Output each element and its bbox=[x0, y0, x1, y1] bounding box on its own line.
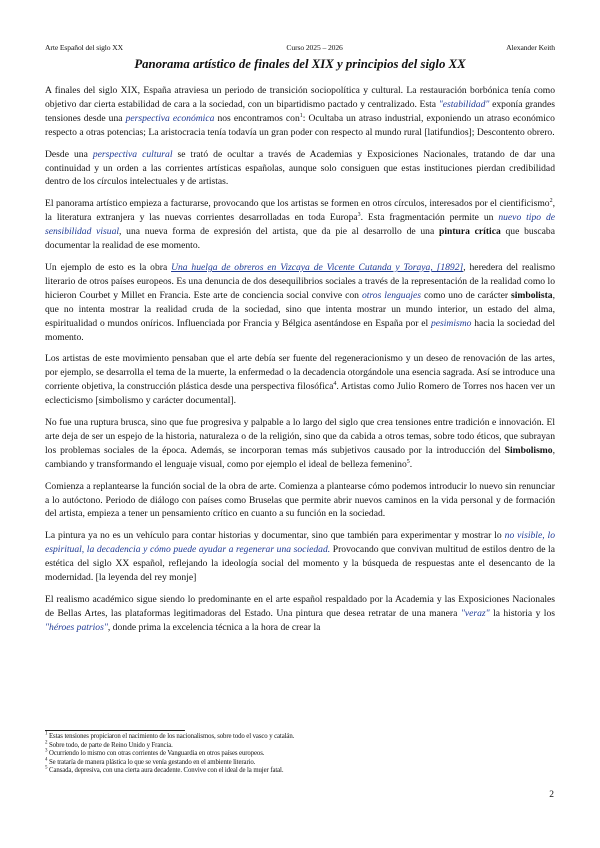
footnote-ref-5[interactable]: 5 bbox=[406, 458, 410, 465]
page-title: Panorama artístico de finales del XIX y principios del siglo XX bbox=[134, 57, 466, 71]
text-run: exponía grandes tensiones desde una bbox=[45, 98, 555, 124]
text-run: El realismo académico sigue siendo lo predominante en el arte español respaldado por la Academia y las Exposiciones Nacionales de Bellas Artes, las plataformas legitimadoras del Estado. Una pintura que desea retratar de una manera bbox=[45, 594, 555, 619]
footnote-number: 1 bbox=[45, 731, 48, 737]
page-number: 2 bbox=[549, 790, 554, 800]
paragraph-6 bbox=[45, 416, 555, 472]
italic-term: otros lenguajes bbox=[361, 289, 422, 301]
footnote-number: 3 bbox=[45, 748, 48, 754]
text-run: , la literatura extranjera y las nuevas corrientes desarrolladas en toda Europa bbox=[45, 198, 555, 224]
text-run: No fue una ruptura brusca, sino que fue progresiva y palpable a lo largo del siglo que crea tensiones entre tradición e innovación. El arte deja de ser un espejo de la historia, naturaleza o de la religión, sino que da cabida a otros temas, sobre todo éticos, que subrayan los problemas sociales de la época. Además, se incorporan temas más subjetivos causado por la introducción del bbox=[45, 417, 555, 456]
paragraph-3 bbox=[45, 197, 555, 253]
footnote-text: Estas tensiones propiciaron el nacimiento de los nacionalismos, sobre todo el vasco y catalán. bbox=[47, 733, 295, 740]
text-run: Los artistas de este movimiento pensaban que el arte debía ser fuente del regeneracionismo y un deseo de renovación de las artes, por ejemplo, se desarrolla el tema de la muerte, la enfermedad o la decadencia otorgándole una esencia sagrada. Así se introduce una corriente objetiva, la construcción plástica desde una perspectiva filosófica bbox=[45, 353, 555, 393]
italic-term: perspectiva económica bbox=[125, 112, 215, 124]
text-run: , que no intenta mostrar la realidad cruda de la sociedad, sino que intenta mostrar un mundo interior, un estado del alma, espiritualidad o mundos oníricos. Influenciada por Francia y Bélgica asentándose en España por el bbox=[45, 289, 555, 329]
italic-term: "veraz" bbox=[460, 607, 490, 619]
italic-term: perspectiva cultural bbox=[92, 148, 173, 160]
footnote-divider bbox=[45, 730, 185, 731]
text-run: La pintura ya no es un vehículo para contar historias y documentar, sino que también para experimentar y mostrar lo bbox=[45, 530, 505, 542]
text-run: A finales del siglo XIX, España atraviesa un periodo de transición sociopolítica y cultural. La restauración borbónica tenía como objetivo dar cierta estabilidad de cara a la sociedad, con un bipartidismo pactado y centralizado. Esta bbox=[45, 85, 555, 110]
footnote-1 bbox=[45, 733, 555, 742]
text-run: , heredera del realismo literario de otros países europeos. Es una denuncia de dos desequilibrios sociales a través de la representación de la realidad como lo hicieron Courbet y Millet en Francia. Este arte de conciencia social convive con bbox=[45, 261, 555, 301]
text-run: . bbox=[409, 458, 413, 470]
footnote-ref-1[interactable]: 1 bbox=[299, 112, 303, 119]
bold-term: Simbolismo bbox=[504, 444, 553, 456]
text-run: . Esta fragmentación permite un bbox=[360, 212, 499, 224]
footnote-ref-4[interactable]: 4 bbox=[333, 381, 337, 388]
footnote-number: 5 bbox=[45, 765, 48, 771]
paragraph-9 bbox=[45, 593, 555, 635]
italic-term: no visible, lo espiritual, la decadencia y cómo puede ayudar a regenerar una sociedad. bbox=[45, 530, 555, 556]
footnote-3 bbox=[45, 750, 555, 759]
paragraph-4 bbox=[45, 261, 555, 344]
text-run: la historia y los bbox=[489, 607, 555, 619]
paragraph-2 bbox=[45, 148, 555, 190]
footnote-text: Sobre todo, de parte de Reino Unido y Francia. bbox=[47, 741, 173, 749]
paragraph-1 bbox=[45, 84, 555, 140]
text-run: nos encontramos con bbox=[214, 112, 300, 124]
text-run: Desde una bbox=[45, 148, 93, 160]
bold-term: pintura crítica bbox=[438, 226, 501, 238]
footnote-5 bbox=[45, 767, 555, 776]
italic-term: "héroes patrios" bbox=[45, 621, 108, 633]
text-run: , donde prima la excelencia técnica a la hora de crear la bbox=[107, 621, 321, 633]
footnote-4 bbox=[45, 759, 555, 768]
text-run: , una nueva forma de expresión del artista, que da pie al desarrollo de una bbox=[119, 226, 439, 238]
italic-term: pesimismo bbox=[430, 317, 472, 329]
footnote-ref-2[interactable]: 2 bbox=[549, 198, 553, 205]
text-run: , cambiando y transformando el lenguaje visual, como por ejemplo el ideal de belleza femenino bbox=[45, 444, 555, 470]
text-run: . Artistas como Julio Romero de Torres nos hacen ver un eclecticismo [simbolismo y carácter documental]. bbox=[45, 381, 555, 407]
text-run: : Ocultaba un atraso industrial, exponiendo un atraso económico respecto a otras potencias; La aristocracia tenía todavía un gran poder con respecto al mundo rural [latifundios]; Descontento obrero. bbox=[45, 112, 555, 138]
footnote-2 bbox=[45, 742, 555, 751]
header-course-name: Arte Español del siglo XX bbox=[45, 43, 124, 52]
footnote-number: 2 bbox=[45, 740, 48, 746]
text-run: El panorama artístico empieza a facturarse, provocando que los artistas se formen en otros círculos, interesados por el cientificismo bbox=[45, 198, 550, 210]
paragraph-8 bbox=[45, 529, 555, 585]
footnote-text: Ocurriendo lo mismo con otras corrientes de Vanguardia en otros países europeos. bbox=[47, 750, 265, 757]
artwork-title: Una huelga de obreros en Vizcaya de Vicente Cutanda y Toraya, [1892] bbox=[171, 261, 464, 273]
header-academic-year: Curso 2025 – 2026 bbox=[286, 43, 343, 52]
italic-term: nuevo tipo de sensibilidad visual bbox=[45, 212, 556, 238]
text-run: Un ejemplo de esto es la obra bbox=[45, 261, 172, 273]
footnotes bbox=[45, 730, 555, 776]
text-run: se trató de ocultar a través de Academias y Exposiciones Nacionales, tratando de dar una continuidad y un orden a las corrientes artísticas españolas, aunque solo consiguen que estas instituciones pierdan credibilidad dentro de los círculos intelectuales y de artistas. bbox=[45, 148, 555, 188]
page-header bbox=[45, 43, 555, 52]
paragraph-5 bbox=[45, 352, 555, 408]
footnote-text: Se trataría de manera plástica lo que se venía gestando en el ambiente literario. bbox=[47, 758, 256, 766]
body-text bbox=[45, 84, 555, 643]
text-run: que buscaba documentar la realidad de ese momento. bbox=[45, 226, 555, 252]
italic-term: "estabilidad" bbox=[438, 98, 490, 110]
header-author: Alexander Keith bbox=[506, 43, 555, 52]
footnote-ref-3[interactable]: 3 bbox=[357, 212, 361, 219]
bold-term: simbolista bbox=[510, 289, 553, 301]
text-run: Provocando que convivan multitud de estilos dentro de la estética del siglo XX español, reflejando la ideología social del momento y la búsqueda de respuestas ante el desencanto de la modernidad. [la leyenda del rey monje] bbox=[45, 544, 555, 584]
text-run: hacia la sociedad del momento. bbox=[45, 317, 556, 343]
text-run: como uno de carácter bbox=[421, 289, 511, 301]
footnote-text: Cansada, depresiva, con una cierta aura decadente. Convive con el ideal de la mujer fatal. bbox=[47, 767, 284, 774]
footnote-number: 4 bbox=[45, 757, 48, 763]
paragraph-7: Comienza a replantearse la función social de la obra de arte. Comienza a plantearse cómo podemos introducir lo nuevo sin renunciar a lo autóctono. Periodo de diálogo con países como Bruselas que permite abrir nuevos caminos en la vida personal y de formación del artista, empieza a tener un pensamiento crítico en cuanto a su función en la sociedad. bbox=[45, 480, 555, 520]
